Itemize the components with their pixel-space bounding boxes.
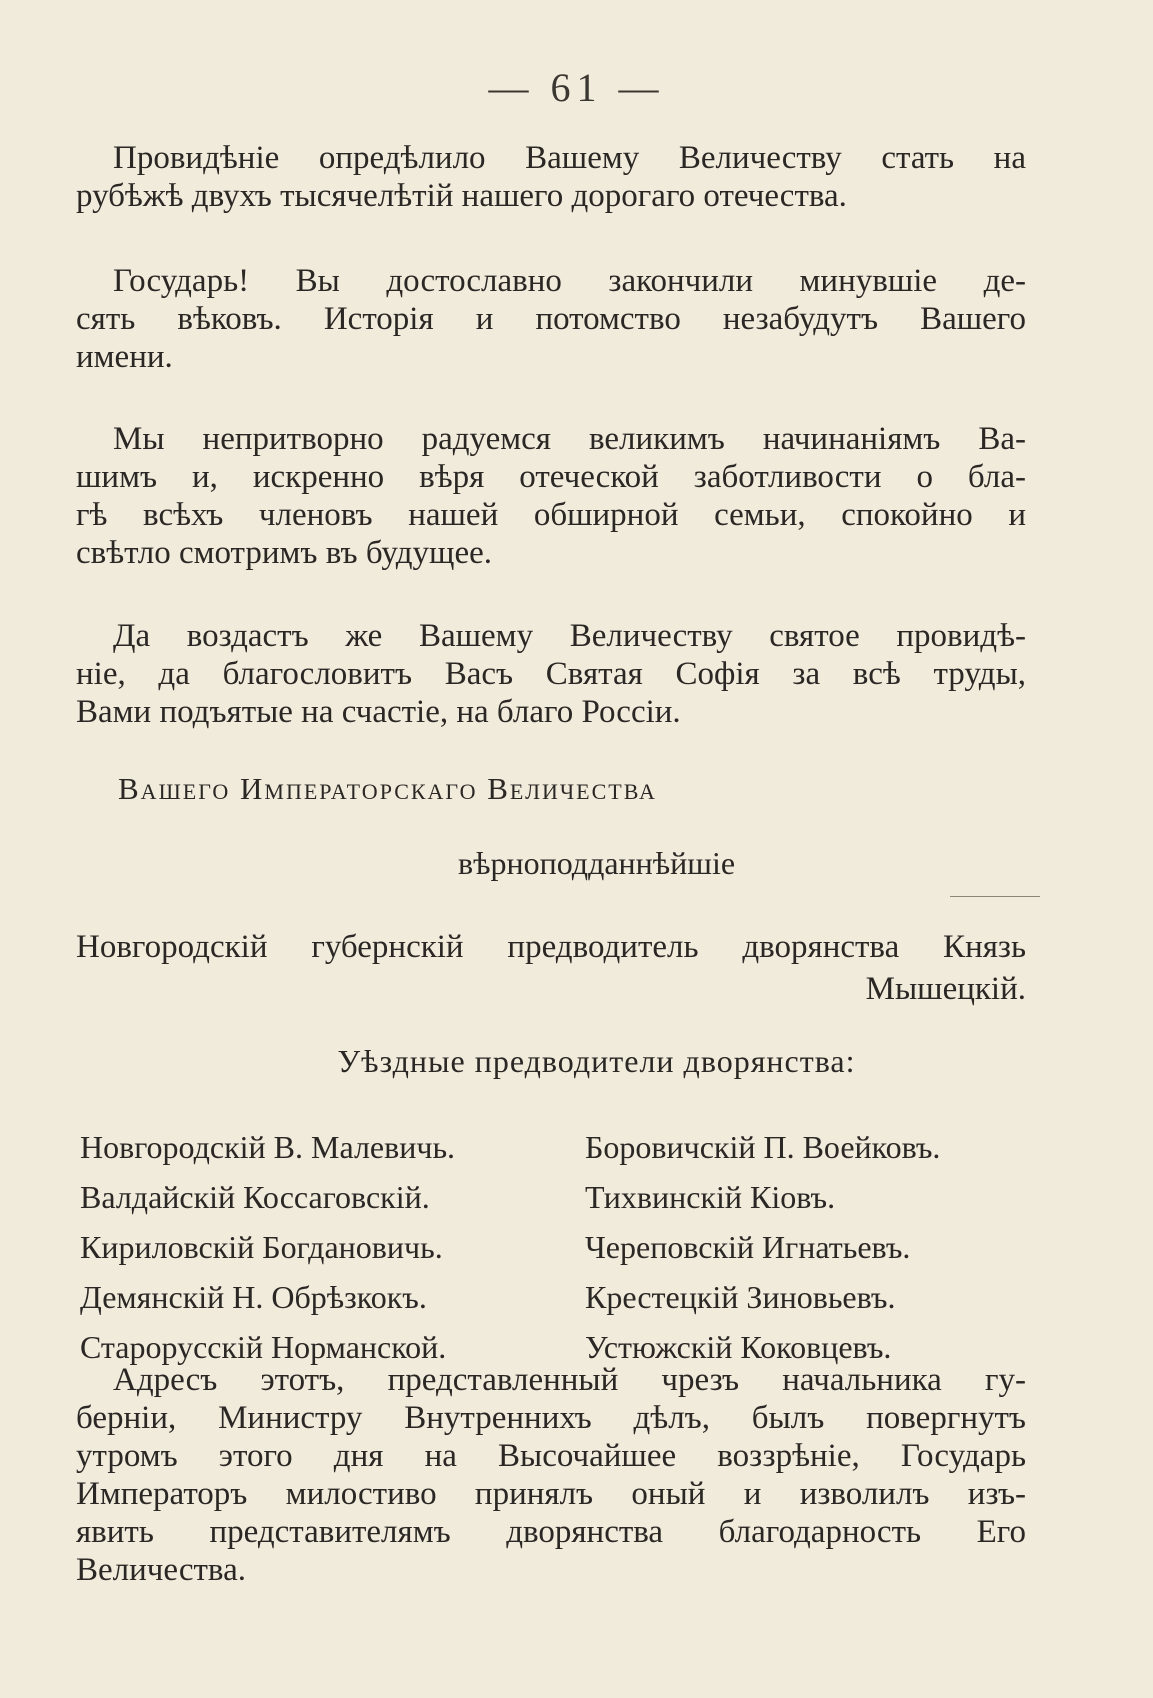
text-line: явить представителямъ дворянства благодарность Его	[76, 1514, 1026, 1550]
list-item	[80, 1272, 1040, 1322]
list-item	[80, 1122, 1040, 1172]
loyal-subjects-line: вѣрноподданнѣйшіе	[457, 845, 736, 881]
list-item	[80, 1222, 1040, 1272]
text-line: Мы непритворно радуемся великимъ начинаніямъ Ва-	[113, 421, 1026, 457]
closing-salutation: Вашего Императорскаго Величества	[118, 771, 657, 806]
text-line: Адресъ этотъ, представленный чрезъ начальника гу-	[113, 1362, 1026, 1398]
governor-signer	[76, 926, 1026, 1010]
text-line: Вами подъятые на счастіе, на благо Россіи.	[76, 694, 681, 730]
marshal-left: Кириловскій Богдановичь.	[80, 1229, 443, 1265]
paragraph-rejoice	[76, 420, 1026, 572]
marshal-right: Боровичскій П. Воейковъ.	[585, 1129, 941, 1165]
text-line: свѣтло смотримъ въ будущее.	[76, 535, 493, 571]
text-line: Величества.	[76, 1552, 246, 1588]
paragraph-providence	[76, 139, 1026, 215]
district-marshals-heading: Уѣздные предводители дворянства:	[337, 1043, 856, 1079]
marshal-left: Валдайскій Коссаговскій.	[80, 1179, 430, 1215]
signer-name: Мышецкій.	[865, 971, 1026, 1007]
marshal-left: Новгородскій В. Малевичь.	[80, 1129, 456, 1165]
text-line: Провидѣніе опредѣлило Вашему Величеству стать на	[113, 140, 1026, 176]
text-line: ніе, да благословитъ Васъ Святая Софія за всѣ труды,	[76, 656, 1026, 692]
marshal-right: Тихвинскій Кіовъ.	[585, 1179, 836, 1215]
marshal-right: Череповскій Игнатьевъ.	[585, 1229, 911, 1265]
text-line: Да воздастъ же Вашему Величеству святое провидѣ-	[113, 618, 1026, 654]
page-number: — 61 —	[488, 65, 665, 110]
text-line: утромъ этого дня на Высочайшее воззрѣніе, Государь	[76, 1438, 1026, 1474]
marshal-right: Устюжскій Коковцевъ.	[585, 1329, 892, 1365]
divider	[950, 896, 1040, 897]
text-line: имени.	[76, 339, 173, 375]
text-line: сять вѣковъ. Исторія и потомство незабудутъ Вашего	[76, 301, 1026, 337]
paragraph-blessing	[76, 617, 1026, 731]
list-item	[80, 1172, 1040, 1222]
text-line: Императоръ милостиво принялъ оный и изволилъ изъ-	[76, 1476, 1026, 1512]
marshal-left: Старорусскій Норманской.	[80, 1329, 447, 1365]
text-line: берніи, Министру Внутреннихъ дѣлъ, былъ повергнутъ	[76, 1400, 1026, 1436]
district-marshals-list	[80, 1122, 1040, 1372]
paragraph-address-presented	[76, 1361, 1026, 1589]
signer-title: Новгородскій губернскій предводитель дворянства Князь	[76, 929, 1026, 965]
marshal-left: Демянскій Н. Обрѣзкокъ.	[80, 1279, 427, 1315]
paragraph-sovereign	[76, 262, 1026, 376]
text-line: гѣ всѣхъ членовъ нашей обширной семьи, спокойно и	[76, 497, 1026, 533]
text-line: шимъ и, искренно вѣря отеческой заботливости о бла-	[76, 459, 1026, 495]
text-line: Государь! Вы достославно закончили минувшіе де-	[113, 263, 1026, 299]
marshal-right: Крестецкій Зиновьевъ.	[585, 1279, 896, 1315]
text-line: рубѣжѣ двухъ тысячелѣтій нашего дорогаго отечества.	[76, 178, 847, 214]
